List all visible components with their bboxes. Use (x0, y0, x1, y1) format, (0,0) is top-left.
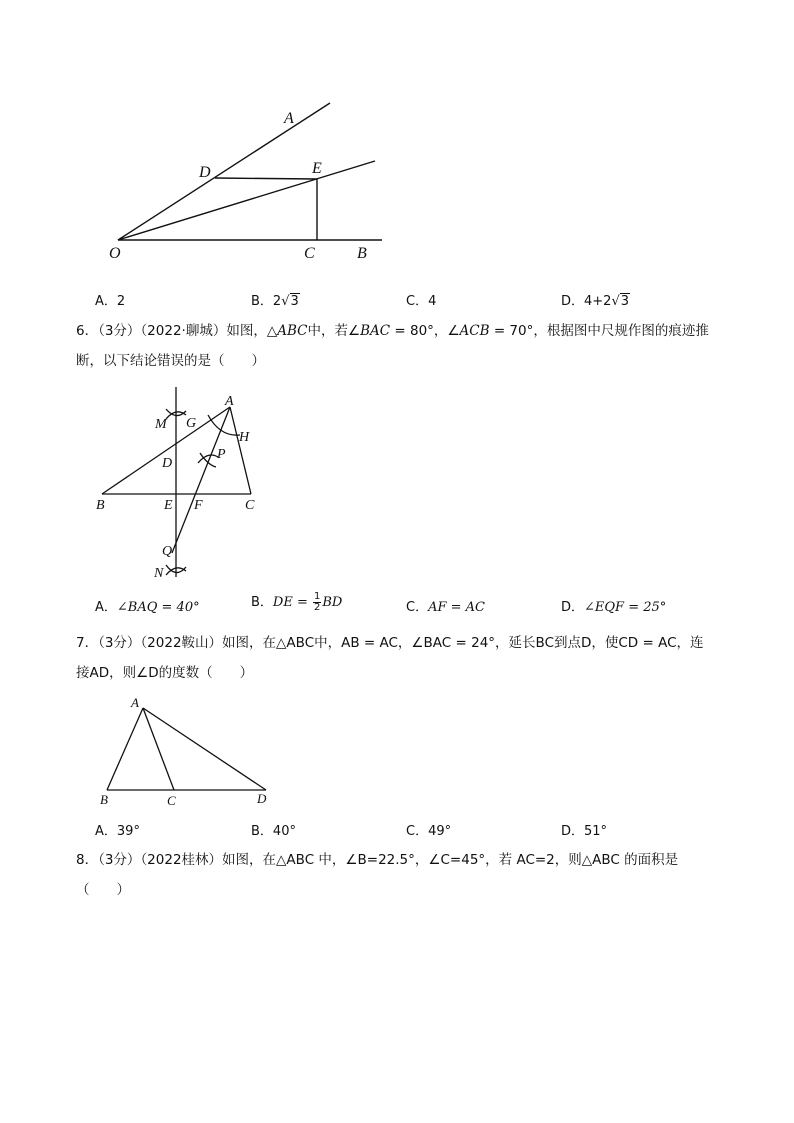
q7-line-1: 7．（3分）（2022鞍山）如图，在△ABC中，AB = AC，∠BAC = 24°，延长BC到点D，使CD = AC，连 (76, 635, 704, 651)
q6-stem (76, 316, 726, 376)
q7-option-b[interactable]: B．40° (251, 824, 296, 839)
label-c: C (167, 793, 176, 808)
label-e: E (312, 160, 322, 177)
label-b: B (100, 792, 108, 807)
q5-option-c[interactable]: C．4 (406, 294, 437, 309)
q6-line-1: 6．（3分）（2022·聊城）如图，△ABC中，若∠BAC = 80°，∠ACB = 70°，根据图中尺规作图的痕迹推 (76, 323, 709, 339)
q6-figure (90, 385, 280, 585)
q6-option-b[interactable]: B．DE = $\frac{1}{2}$ BD (251, 591, 343, 613)
label-o: O (109, 245, 121, 262)
q7-options (95, 820, 735, 840)
q6-option-a[interactable]: A．∠BAQ = 40° (95, 600, 200, 615)
q6-option-d[interactable]: D．∠EQF = 25° (561, 600, 667, 615)
label-a: A (225, 394, 234, 409)
label-h: H (239, 430, 250, 445)
label-m: M (155, 417, 167, 432)
label-g: G (186, 416, 197, 431)
q7-line-2: 接AD，则∠D的度数（ ） (76, 665, 254, 681)
ray-oa (118, 103, 330, 240)
q5-options (95, 290, 735, 310)
q8-stem (76, 845, 726, 905)
label-b: B (96, 498, 105, 513)
label-a: A (284, 110, 294, 127)
q5-figure (100, 95, 400, 270)
label-n: N (154, 566, 164, 581)
label-c: C (245, 498, 255, 513)
q5-option-b[interactable]: B．2√3 (251, 294, 299, 309)
q8-line-2: （ ） (76, 882, 130, 898)
label-a: A (131, 695, 139, 710)
side-ab (107, 708, 143, 790)
label-q: Q (162, 544, 173, 559)
q5-option-a[interactable]: A．2 (95, 294, 126, 309)
label-d: D (257, 791, 267, 806)
q7-option-c[interactable]: C．49° (406, 824, 452, 839)
label-f: F (194, 498, 203, 513)
q6-options (95, 591, 735, 616)
q6-line-2: 断，以下结论错误的是（ ） (76, 353, 265, 369)
label-e: E (164, 498, 173, 513)
ray-oe (118, 161, 375, 240)
q7-option-d[interactable]: D．51° (561, 824, 608, 839)
label-c: C (304, 245, 315, 262)
q7-stem (76, 628, 726, 688)
segment-ad (143, 708, 266, 790)
q8-line-1: 8．（3分）（2022桂林）如图，在△ABC 中，∠B=22.5°，∠C=45°，若 AC=2，则△ABC 的面积是 (76, 852, 679, 868)
segment-de (215, 178, 317, 179)
q6-option-c[interactable]: C．AF = AC (406, 600, 485, 615)
label-d: D (199, 164, 211, 181)
q7-figure (95, 692, 285, 812)
q7-option-a[interactable]: A．39° (95, 824, 140, 839)
q5-option-d[interactable]: D．4+2√3 (561, 294, 630, 309)
bisector-aq (172, 407, 230, 553)
side-ac (143, 708, 174, 790)
label-d: D (162, 456, 173, 471)
side-ac (230, 407, 251, 494)
label-p: P (217, 447, 226, 462)
label-b: B (357, 245, 367, 262)
